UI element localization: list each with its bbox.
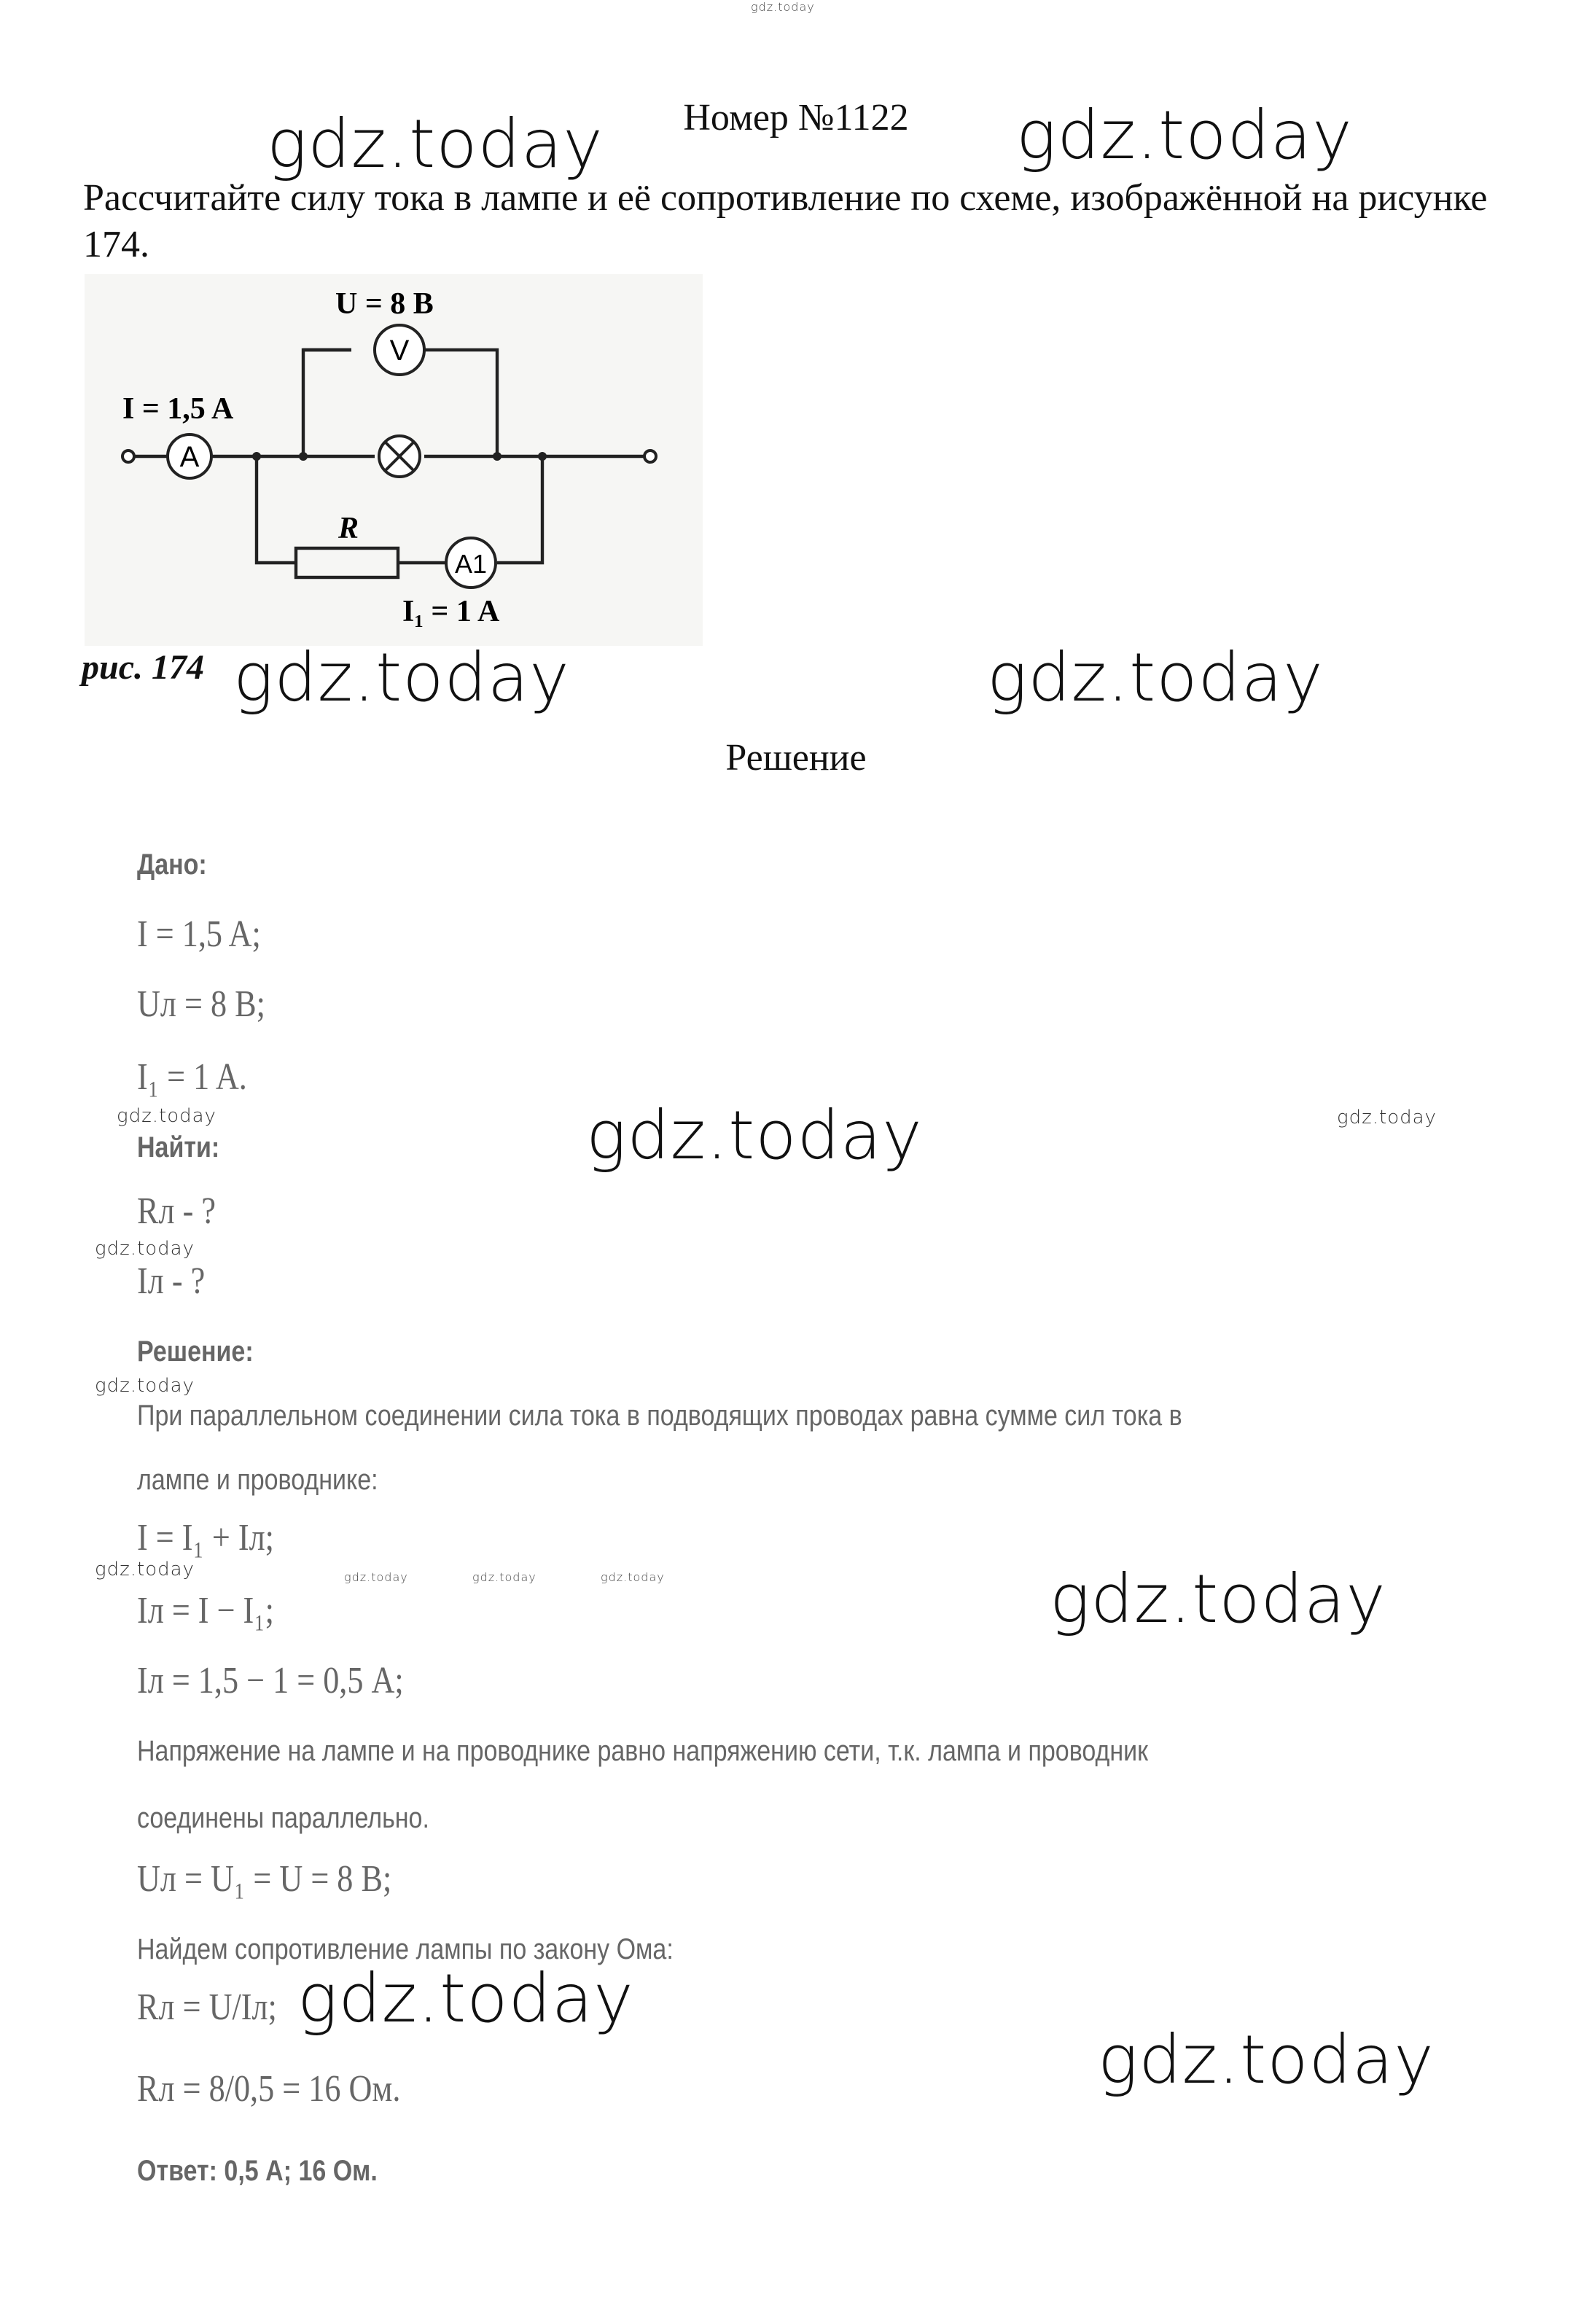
header-watermark: gdz.today (751, 0, 815, 14)
equation: Iл = I − I₁; (137, 1590, 274, 1631)
equation: Rл = U/Iл; (137, 1986, 277, 2028)
given-item: Uл = 8 B; (137, 983, 265, 1025)
watermark: gdz.today (95, 1238, 195, 1260)
watermark: gdz.today (1337, 1107, 1437, 1128)
find-item: Rл - ? (137, 1190, 216, 1232)
figure-caption: рис. 174 (82, 648, 204, 687)
equation: Iл = 1,5 − 1 = 0,5 A; (137, 1660, 404, 1701)
watermark: gdz.today (987, 639, 1324, 717)
ammeter-label: A (179, 441, 200, 473)
page-title: Номер №1122 (683, 97, 909, 139)
watermark: gdz.today (233, 639, 570, 717)
given-item: I = 1,5 A; (137, 913, 261, 955)
equation: Rл = 8/0,5 = 16 Ом. (137, 2068, 401, 2110)
ammeter1-label: A1 (454, 549, 488, 579)
watermark: gdz.today (472, 1570, 536, 1584)
solution-text: лампе и проводнике: (137, 1464, 378, 1496)
watermark: gdz.today (1098, 2021, 1435, 2099)
watermark: gdz.today (297, 1960, 634, 2038)
given-label: Дано: (137, 849, 207, 881)
watermark: gdz.today (1016, 96, 1353, 174)
answer: Ответ: 0,5 A; 16 Ом. (137, 2155, 378, 2187)
watermark: gdz.today (344, 1570, 408, 1584)
solution-text: При параллельном соединении сила тока в подводящих проводах равна сумме сил тока в (137, 1400, 1182, 1432)
equation: I = I₁ + Iл; (137, 1517, 274, 1559)
current1-label: I₁ = 1 A (402, 595, 500, 628)
watermark: gdz.today (95, 1375, 195, 1397)
given-item: I₁ = 1 A. (137, 1056, 247, 1098)
circuit-figure (85, 274, 703, 646)
solution-text: Найдем сопротивление лампы по закону Ома: (137, 1933, 674, 1965)
watermark: gdz.today (1050, 1560, 1386, 1638)
solution-text: Напряжение на лампе и на проводнике равно напряжению сети, т.к. лампа и проводник (137, 1735, 1149, 1767)
resistor-label: R (338, 512, 359, 545)
task-text: Рассчитайте силу тока в лампе и её сопротивление по схеме, изображённой на рисунке 174. (83, 177, 1488, 265)
find-label: Найти: (137, 1131, 220, 1163)
watermark: gdz.today (601, 1570, 665, 1584)
current-label: I = 1,5 A (122, 392, 234, 426)
find-item: Iл - ? (137, 1260, 206, 1302)
solution-text: соединены параллельно. (137, 1802, 429, 1834)
watermark: gdz.today (117, 1105, 216, 1127)
solution-label: Решение: (137, 1335, 254, 1368)
voltage-label: U = 8 В (335, 287, 434, 321)
equation: Uл = U₁ = U = 8 B; (137, 1858, 392, 1900)
watermark: gdz.today (95, 1559, 195, 1580)
watermark: gdz.today (586, 1096, 923, 1174)
watermark: gdz.today (267, 105, 604, 183)
solution-heading: Решение (725, 737, 867, 779)
voltmeter-label: V (389, 335, 410, 367)
